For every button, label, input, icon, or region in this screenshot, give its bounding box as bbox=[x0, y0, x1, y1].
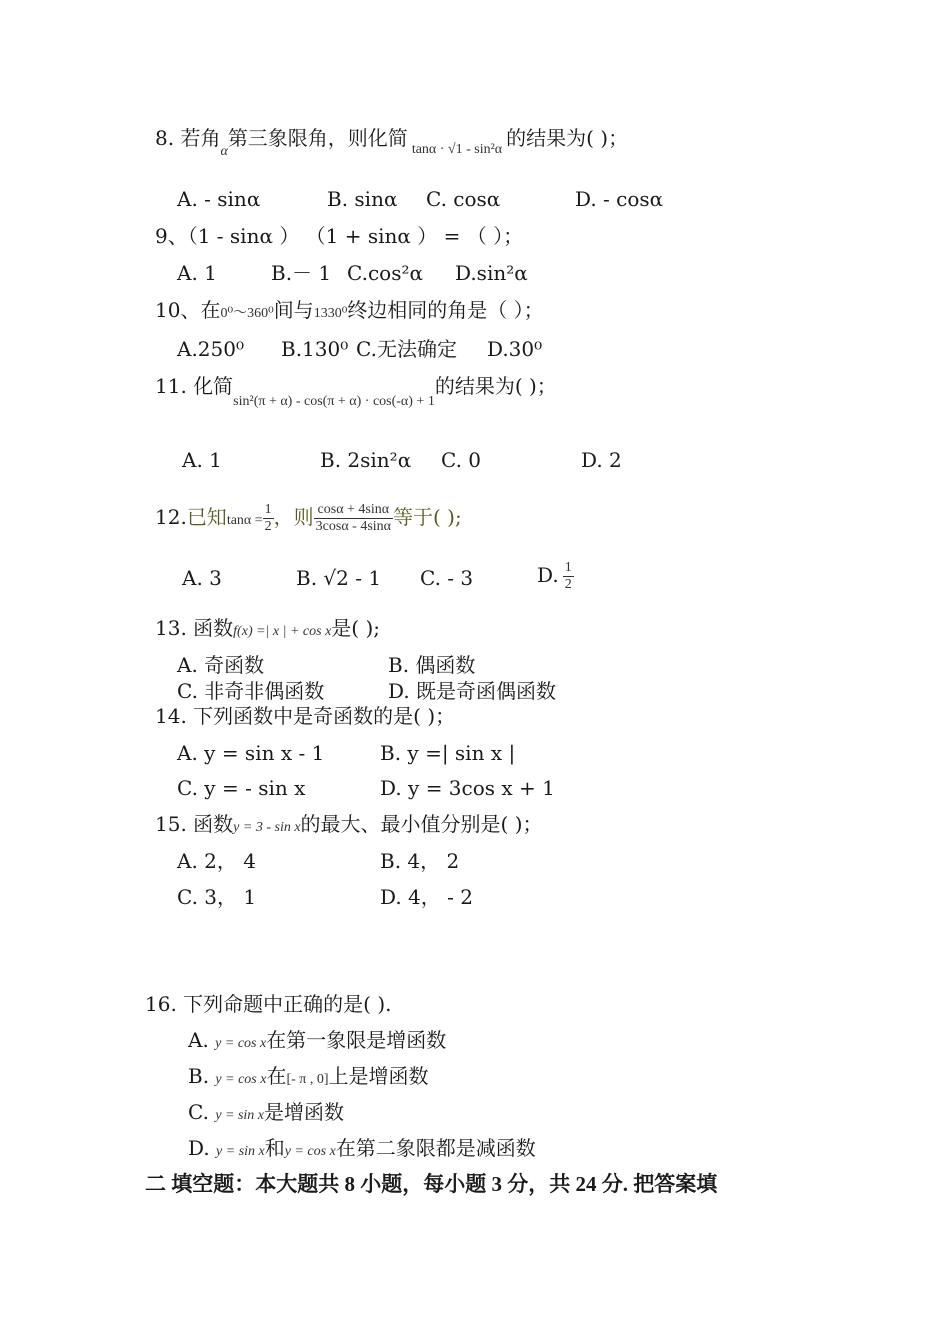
q12-equals: 等于( ); bbox=[393, 505, 462, 529]
q12-frac-den: 3cosα - 4sinα bbox=[315, 519, 391, 534]
q10-option-c: C.无法确定 bbox=[356, 337, 457, 361]
q15-stem-a: 15. 函数 bbox=[155, 812, 234, 836]
q10-option-a: A.250⁰ bbox=[177, 337, 244, 361]
question-14-stem: 14. 下列函数中是奇函数的是( )； bbox=[155, 704, 456, 728]
q16-opt-b-interval: [- π , 0] bbox=[286, 1072, 329, 1087]
q12-option-a: A. 3 bbox=[182, 566, 222, 590]
q11-stem-a: 11. 化简 bbox=[155, 374, 234, 398]
q8-option-b: B. sinα bbox=[327, 187, 398, 211]
q8-stem-a: 8. 若角 bbox=[155, 126, 221, 150]
q12-given: 已知 bbox=[186, 505, 227, 529]
q10-stem-a: 10、在 bbox=[155, 298, 221, 322]
q8-option-a: A. - sinα bbox=[177, 187, 261, 211]
q14-option-b: B. y =| sin x | bbox=[380, 741, 516, 765]
q16-opt-d-label: D. bbox=[188, 1136, 210, 1160]
q12-option-c: C. - 3 bbox=[420, 566, 474, 590]
question-9-stem: 9、（1 - sinα ） （1 + sinα ） = （ ）； bbox=[155, 224, 524, 248]
q12-num: 12. bbox=[155, 505, 187, 529]
q16-opt-b-text-b: 上是增函数 bbox=[328, 1064, 429, 1088]
question-12-stem bbox=[155, 500, 462, 538]
q9-option-a: A. 1 bbox=[177, 261, 217, 285]
question-11-stem bbox=[155, 372, 557, 416]
q16-opt-d-text: 在第二象限都是减函数 bbox=[335, 1136, 536, 1160]
q13-option-a: A. 奇函数 bbox=[177, 653, 265, 677]
q12-opt-d-den: 2 bbox=[564, 577, 572, 592]
q9-option-d: D.sin²α bbox=[455, 261, 528, 285]
q13-stem-a: 13. 函数 bbox=[155, 616, 234, 640]
q16-opt-a-text: 在第一象限是增函数 bbox=[266, 1028, 447, 1052]
q12-opt-d-fraction bbox=[563, 560, 574, 593]
question-10-stem bbox=[155, 296, 544, 328]
q12-opt-d-num: 1 bbox=[564, 560, 572, 575]
q13-stem-b: 是( ); bbox=[331, 616, 380, 640]
q16-opt-d-expr1: y = sin x bbox=[216, 1144, 265, 1159]
q16-opt-b-text-a: 在 bbox=[266, 1064, 287, 1088]
section-2-heading: 二 填空题：本大题共 8 小题，每小题 3 分，共 24 分. 把答案填 bbox=[145, 1172, 718, 1196]
q15-stem-b: 的最大、最小值分别是( )； bbox=[300, 812, 543, 836]
q15-option-c: C. 3， 1 bbox=[177, 885, 257, 909]
q9-option-b: B.－ 1 bbox=[271, 261, 332, 285]
q14-option-c: C. y = - sin x bbox=[177, 776, 306, 800]
q14-option-a: A. y = sin x - 1 bbox=[177, 741, 325, 765]
q11-expr: sin²(π + α) - cos(π + α) · cos(-α) + 1 bbox=[233, 394, 435, 409]
q12-tan-fraction bbox=[263, 502, 274, 535]
question-16-stem: 16. 下列命题中正确的是( ). bbox=[145, 992, 392, 1016]
q10-stem-b: 间与 bbox=[273, 298, 314, 322]
q16-opt-c-expr: y = sin x bbox=[215, 1108, 265, 1123]
q16-opt-a-expr: y = cos x bbox=[215, 1036, 267, 1051]
q16-option-d bbox=[188, 1134, 536, 1166]
q12-main-fraction bbox=[314, 502, 393, 535]
q16-opt-a-label: A. bbox=[188, 1028, 209, 1052]
q13-expr: f(x) =| x | + cos x bbox=[233, 624, 332, 639]
q16-opt-b-expr: y = cos x bbox=[215, 1072, 267, 1087]
question-13-stem bbox=[155, 614, 380, 646]
q8-stem-b: 第三象限角，则化简 bbox=[227, 126, 408, 150]
q12-frac-num: cosα + 4sinα bbox=[314, 502, 393, 519]
question-8-stem bbox=[155, 124, 628, 166]
q10-range: 0⁰～360⁰ bbox=[220, 306, 274, 321]
q12-opt-d-label: D. bbox=[537, 563, 559, 587]
q16-opt-c-label: C. bbox=[188, 1100, 209, 1124]
q16-opt-d-expr2: y = cos x bbox=[284, 1144, 336, 1159]
q15-option-d: D. 4， - 2 bbox=[380, 885, 473, 909]
q11-stem-b: 的结果为( )； bbox=[434, 374, 557, 398]
q8-var: α bbox=[220, 144, 228, 159]
q16-opt-c-text: 是增函数 bbox=[264, 1100, 345, 1124]
q13-option-c: C. 非奇非偶函数 bbox=[177, 679, 325, 703]
q8-option-d: D. - cosα bbox=[575, 187, 664, 211]
q10-option-d: D.30⁰ bbox=[487, 337, 543, 361]
q16-option-b bbox=[188, 1062, 429, 1094]
q12-then: ，则 bbox=[273, 505, 314, 529]
q13-option-b: B. 偶函数 bbox=[388, 653, 476, 677]
q14-option-d: D. y = 3cos x + 1 bbox=[380, 776, 555, 800]
q16-opt-d-and: 和 bbox=[264, 1136, 285, 1160]
q10-angle: 1330⁰ bbox=[313, 306, 348, 321]
q12-tan-lhs: tanα = bbox=[226, 513, 263, 528]
q11-option-b: B. 2sin²α bbox=[320, 448, 412, 472]
q15-option-a: A. 2， 4 bbox=[177, 849, 256, 873]
q16-option-c bbox=[188, 1098, 344, 1130]
q12-tan-num: 1 bbox=[264, 502, 272, 517]
q11-option-a: A. 1 bbox=[182, 448, 222, 472]
q15-expr: y = 3 - sin x bbox=[233, 820, 301, 835]
q10-option-b: B.130⁰ bbox=[281, 337, 349, 361]
q12-option-d bbox=[537, 558, 574, 593]
q10-stem-c: 终边相同的角是（ ）； bbox=[347, 298, 544, 322]
q8-option-c: C. cosα bbox=[426, 187, 501, 211]
q11-option-c: C. 0 bbox=[441, 448, 482, 472]
q9-option-c: C.cos²α bbox=[347, 261, 423, 285]
q11-option-d: D. 2 bbox=[581, 448, 622, 472]
q8-stem-c: 的结果为( )； bbox=[506, 126, 629, 150]
q12-tan-den: 2 bbox=[264, 519, 272, 534]
question-15-stem bbox=[155, 810, 543, 842]
q12-option-b: B. √2 - 1 bbox=[296, 566, 382, 590]
q16-option-a bbox=[188, 1026, 446, 1058]
q15-option-b: B. 4， 2 bbox=[380, 849, 460, 873]
q8-expr: tanα · √1 - sin²α bbox=[411, 142, 503, 157]
q16-opt-b-label: B. bbox=[188, 1064, 210, 1088]
q13-option-d: D. 既是奇函偶函数 bbox=[388, 679, 557, 703]
